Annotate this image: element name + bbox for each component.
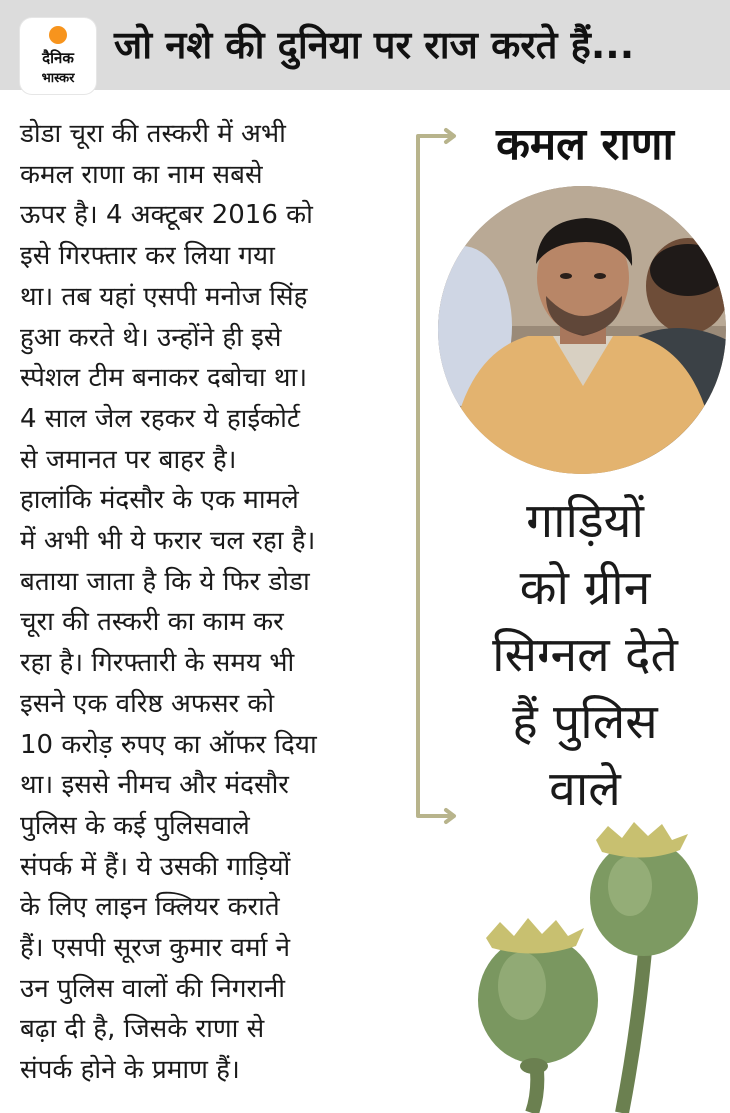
article-line: था। इससे नीमच और मंदसौर bbox=[20, 770, 289, 801]
article-line: 4 साल जेल रहकर ये हाईकोर्ट bbox=[20, 403, 300, 434]
article-line: में अभी भी ये फरार चल रहा है। bbox=[20, 526, 316, 557]
quote-line: गाड़ियों bbox=[526, 493, 644, 549]
article-line: बढ़ा दी है, जिसके राणा से bbox=[20, 1014, 265, 1045]
article-line: डोडा चूरा की तस्करी में अभी bbox=[20, 119, 286, 149]
article-line: 10 करोड़ रुपए का ऑफर दिया bbox=[20, 729, 317, 760]
article-line: के लिए लाइन क्लियर कराते bbox=[20, 892, 280, 923]
portrait-photo bbox=[438, 186, 726, 474]
article-line: हैं। एसपी सूरज कुमार वर्मा ने bbox=[20, 933, 290, 964]
article-line: इसने एक वरिष्ठ अफसर को bbox=[20, 688, 275, 719]
article-line: उन पुलिस वालों की निगरानी bbox=[20, 973, 286, 1004]
article-line: हालांकि मंदसौर के एक मामले bbox=[20, 485, 299, 516]
quote-line: हैं पुलिस bbox=[512, 694, 658, 750]
article-line: इसे गिरफ्तार कर लिया गया bbox=[20, 241, 275, 272]
article-line: संपर्क में हैं। ये उसकी गाड़ियों bbox=[20, 851, 291, 882]
poppy-pods-illustration bbox=[470, 810, 730, 1113]
logo-text-line1: दैनिक bbox=[42, 49, 74, 67]
article-line: था। तब यहां एसपी मनोज सिंह bbox=[20, 281, 308, 312]
article-line: बताया जाता है कि ये फिर डोडा bbox=[20, 566, 310, 597]
quote-line: को ग्रीन bbox=[519, 560, 651, 616]
quote-text bbox=[450, 488, 720, 823]
portrait-illustration bbox=[438, 186, 726, 474]
article-line: पुलिस के कई पुलिसवाले bbox=[20, 810, 250, 841]
article-line: ऊपर है। 4 अक्टूबर 2016 को bbox=[20, 200, 313, 231]
article-line: से जमानत पर बाहर है। bbox=[20, 444, 237, 475]
person-name-label: कमल राणा bbox=[496, 119, 674, 170]
article-line: चूरा की तस्करी का काम कर bbox=[20, 607, 284, 638]
quote-line: सिग्नल देते bbox=[492, 627, 678, 683]
quote-line: वाले bbox=[549, 761, 621, 817]
article-line: संपर्क होने के प्रमाण हैं। bbox=[20, 1055, 240, 1086]
logo-text-line2: भास्कर bbox=[41, 71, 75, 86]
headline: जो नशे की दुनिया पर राज करते हैं... bbox=[114, 23, 635, 67]
article-line: हुआ करते थे। उन्होंने ही इसे bbox=[20, 322, 282, 353]
article-line: रहा है। गिरफ्तारी के समय भी bbox=[20, 648, 295, 679]
article-line: स्पेशल टीम बनाकर दबोचा था। bbox=[20, 363, 308, 394]
article-line: कमल राणा का नाम सबसे bbox=[20, 159, 263, 190]
